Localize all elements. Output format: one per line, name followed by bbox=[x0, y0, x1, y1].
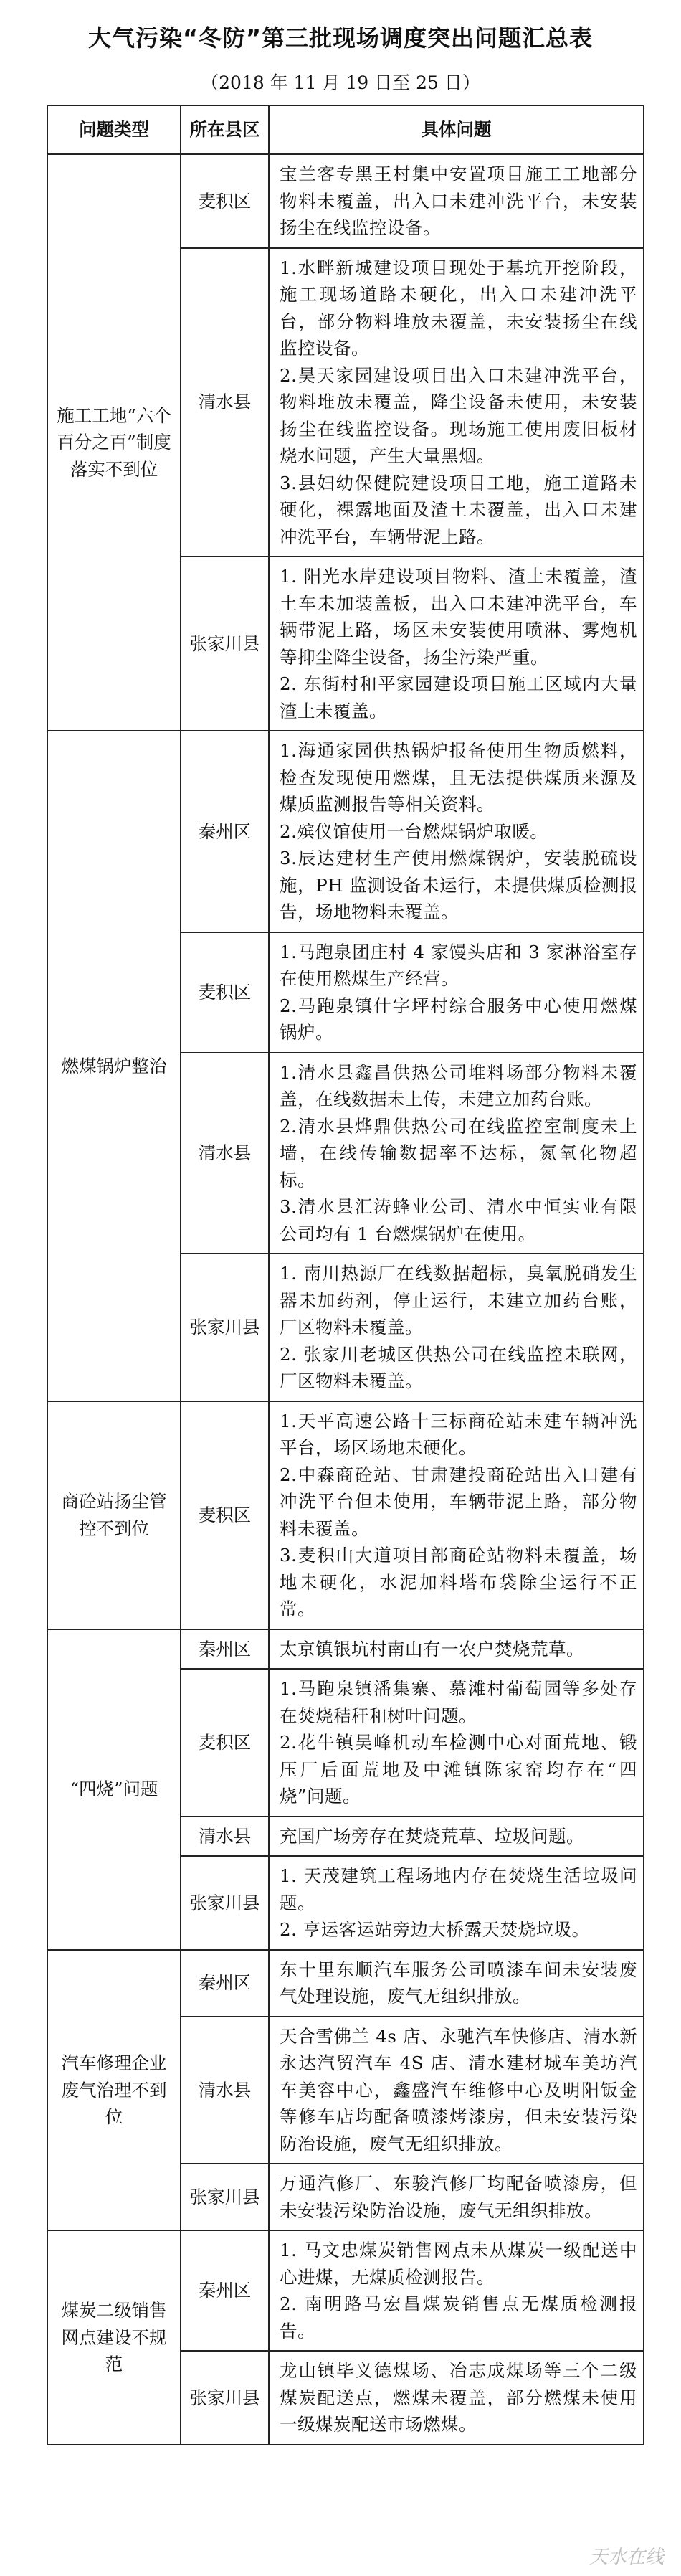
county-cell: 张家川县 bbox=[181, 557, 269, 731]
issue-item: 3.清水县汇涛蜂业公司、清水中恒实业有限公司均有 1 台燃煤锅炉在使用。 bbox=[280, 1196, 637, 1244]
issue-details-cell bbox=[269, 1629, 644, 1670]
county-cell: 张家川县 bbox=[181, 2351, 269, 2445]
header-issue-details: 具体问题 bbox=[269, 105, 644, 154]
issue-item: 2. 亨运客运站旁边大桥露天焚烧垃圾。 bbox=[280, 1919, 590, 1940]
issue-item: 2. 南明路马宏昌煤炭销售点无煤质检测报告。 bbox=[280, 2293, 637, 2341]
issue-item: 1.马跑泉镇潘集寨、慕滩村葡萄园等多处存在焚烧秸秆和树叶问题。 bbox=[280, 1678, 637, 1726]
document-title: 大气污染“冬防”第三批现场调度突出问题汇总表 bbox=[87, 24, 594, 52]
issue-details-cell bbox=[269, 1669, 644, 1817]
issue-item: 1. 南川热源厂在线数据超标，臭氧脱硝发生器未加药剂，停止运行，未建立加药台账，厂区物料未覆盖。 bbox=[280, 1263, 637, 1337]
county-cell: 麦积区 bbox=[181, 154, 269, 248]
table-row bbox=[47, 1629, 644, 1670]
issue-item: 1. 阳光水岸建设项目物料、渣土未覆盖，渣土车未加装盖板，出入口未建冲洗平台，车辆带泥上路，场区未安装使用喷淋、雾炮机等抑尘降尘设备，扬尘污染严重。 bbox=[280, 566, 637, 668]
issue-details-cell bbox=[269, 1817, 644, 1857]
issue-details-cell bbox=[269, 2230, 644, 2351]
header-county: 所在县区 bbox=[181, 105, 269, 154]
issue-item: 2.花牛镇吴峰机动车检测中心对面荒地、锻压厂后面荒地及中滩镇陈家窑均存在“四烧”问题。 bbox=[280, 1732, 637, 1806]
issue-details-cell bbox=[269, 1950, 644, 2017]
issue-item: 2.殡仪馆使用一台燃煤锅炉取暖。 bbox=[280, 820, 548, 842]
county-cell: 麦积区 bbox=[181, 1401, 269, 1629]
county-cell: 清水县 bbox=[181, 1053, 269, 1254]
table-row bbox=[47, 2230, 644, 2351]
issue-item: 3.县妇幼保健院建设项目工地，施工道路未硬化，裸露地面及渣土未覆盖，出入口未建冲洗平台，车辆带泥上路。 bbox=[280, 472, 637, 547]
issue-item: 2.昊天家园建设项目出入口未建冲洗平台，物料堆放未覆盖，降尘设备未使用，未安装扬尘在线监控设备。现场施工使用废旧板材烧水问题，产生大量黑烟。 bbox=[280, 364, 637, 466]
table-header-row bbox=[47, 105, 644, 154]
issue-item: 1. 天茂建筑工程场地内存在焚烧生活垃圾问题。 bbox=[280, 1865, 637, 1913]
issue-item: 1. 马文忠煤炭销售网点未从煤炭一级配送中心进煤，无煤质检测报告。 bbox=[280, 2240, 637, 2288]
issue-details-cell bbox=[269, 2351, 644, 2445]
issue-type-cell: 施工工地“六个百分之百”制度落实不到位 bbox=[47, 154, 181, 731]
county-cell: 张家川县 bbox=[181, 1856, 269, 1950]
county-cell: 麦积区 bbox=[181, 932, 269, 1053]
issue-item: 1.天平高速公路十三标商砼站未建车辆冲洗平台，场区场地未硬化。 bbox=[280, 1410, 637, 1458]
issue-item: 1.海通家园供热锅炉报备使用生物质燃料，检查发现使用燃煤，且无法提供煤质来源及煤质监测报告等相关资料。 bbox=[280, 740, 637, 815]
issue-item: 宝兰客专黑王村集中安置项目施工工地部分物料未覆盖，出入口未建冲洗平台，未安装扬尘在线监控设备。 bbox=[280, 164, 637, 238]
table-row bbox=[47, 1401, 644, 1629]
table-body bbox=[47, 154, 644, 2445]
issue-item: 万通汽修厂、东骏汽修厂均配备喷漆房，但未安装污染防治设施，废气无组织排放。 bbox=[280, 2173, 637, 2221]
issue-details-cell bbox=[269, 1254, 644, 1401]
county-cell: 秦州区 bbox=[181, 2230, 269, 2351]
issue-item: 1.水畔新城建设项目现处于基坑开挖阶段，施工现场道路未硬化，出入口未建冲洗平台，部分物料堆放未覆盖，未安装扬尘在线监控设备。 bbox=[280, 257, 637, 359]
county-cell: 秦州区 bbox=[181, 1950, 269, 2017]
issue-details-cell bbox=[269, 1856, 644, 1950]
county-cell: 麦积区 bbox=[181, 1669, 269, 1817]
issue-item: 龙山镇毕义德煤场、冶志成煤场等三个二级煤炭配送点，燃煤未覆盖，部分燃煤未使用一级煤炭配送市场燃煤。 bbox=[280, 2360, 637, 2435]
issue-type-cell: 商砼站扬尘管控不到位 bbox=[47, 1401, 181, 1629]
issue-details-cell bbox=[269, 557, 644, 731]
header-issue-type: 问题类型 bbox=[47, 105, 181, 154]
issue-item: 1.清水县鑫昌供热公司堆料场部分物料未覆盖，在线数据未上传，未建立加药台账。 bbox=[280, 1061, 637, 1109]
issue-type-cell: 煤炭二级销售网点建设不规范 bbox=[47, 2230, 181, 2445]
table-row bbox=[47, 154, 644, 248]
issue-details-cell bbox=[269, 2017, 644, 2164]
date-range-subtitle: （2018 年 11 月 19 日至 25 日） bbox=[201, 72, 480, 93]
issue-item: 1.马跑泉团庄村 4 家馒头店和 3 家淋浴室存在使用燃煤生产经营。 bbox=[280, 941, 637, 989]
county-cell: 张家川县 bbox=[181, 2164, 269, 2230]
issue-item: 2.清水县烨鼎供热公司在线监控室制度未上墙，在线传输数据率不达标，氮氧化物超标。 bbox=[280, 1115, 637, 1190]
table-row bbox=[47, 1950, 644, 2017]
issue-item: 2. 张家川老城区供热公司在线监控未联网，厂区物料未覆盖。 bbox=[280, 1343, 637, 1391]
watermark-logo: 天水在线 bbox=[589, 2547, 664, 2568]
issue-item: 2.中森商砼站、甘肃建投商砼站出入口建有冲洗平台但未使用，车辆带泥上路，部分物料未覆盖。 bbox=[280, 1464, 637, 1539]
issue-details-cell bbox=[269, 2164, 644, 2230]
table-row bbox=[47, 731, 644, 932]
issue-details-cell bbox=[269, 932, 644, 1053]
issue-item: 充国广场旁存在焚烧荒草、垃圾问题。 bbox=[280, 1825, 584, 1847]
issue-type-cell: 燃煤锅炉整治 bbox=[47, 731, 181, 1401]
issue-item: 3.麦积山大道项目部商砼站物料未覆盖，场地未硬化，水泥加料塔布袋除尘运行不正常。 bbox=[280, 1545, 637, 1619]
county-cell: 秦州区 bbox=[181, 1629, 269, 1670]
county-cell: 清水县 bbox=[181, 1817, 269, 1857]
issue-details-cell bbox=[269, 1053, 644, 1254]
issue-details-cell bbox=[269, 154, 644, 248]
issue-details-cell bbox=[269, 248, 644, 557]
issue-item: 东十里东顺汽车服务公司喷漆车间未安装废气处理设施，废气无组织排放。 bbox=[280, 1959, 637, 2007]
issues-table bbox=[47, 105, 644, 2445]
issue-item: 3.辰达建材生产使用燃煤锅炉，安装脱硫设施，PH 监测设备未运行，未提供煤质检测报告，场地物料未覆盖。 bbox=[280, 848, 637, 922]
county-cell: 张家川县 bbox=[181, 1254, 269, 1401]
county-cell: 清水县 bbox=[181, 2017, 269, 2164]
issue-item: 天合雪佛兰 4s 店、永驰汽车快修店、清水新永达汽贸汽车 4S 店、清水建材城车美坊汽车美容中心，鑫盛汽车维修中心及明阳钣金等修车店均配备喷漆烤漆房，但未安装污染防治设施，废气无组织排放。 bbox=[280, 2025, 637, 2154]
issue-item: 2.马跑泉镇什字坪村综合服务中心使用燃煤锅炉。 bbox=[280, 995, 637, 1043]
issue-type-cell: 汽车修理企业废气治理不到位 bbox=[47, 1950, 181, 2231]
issue-type-cell: “四烧”问题 bbox=[47, 1629, 181, 1950]
issue-item: 太京镇银坑村南山有一农户焚烧荒草。 bbox=[280, 1638, 584, 1659]
issue-item: 2. 东街村和平家园建设项目施工区域内大量渣土未覆盖。 bbox=[280, 673, 637, 721]
issue-details-cell bbox=[269, 1401, 644, 1629]
issue-details-cell bbox=[269, 731, 644, 932]
county-cell: 清水县 bbox=[181, 248, 269, 557]
county-cell: 秦州区 bbox=[181, 731, 269, 932]
